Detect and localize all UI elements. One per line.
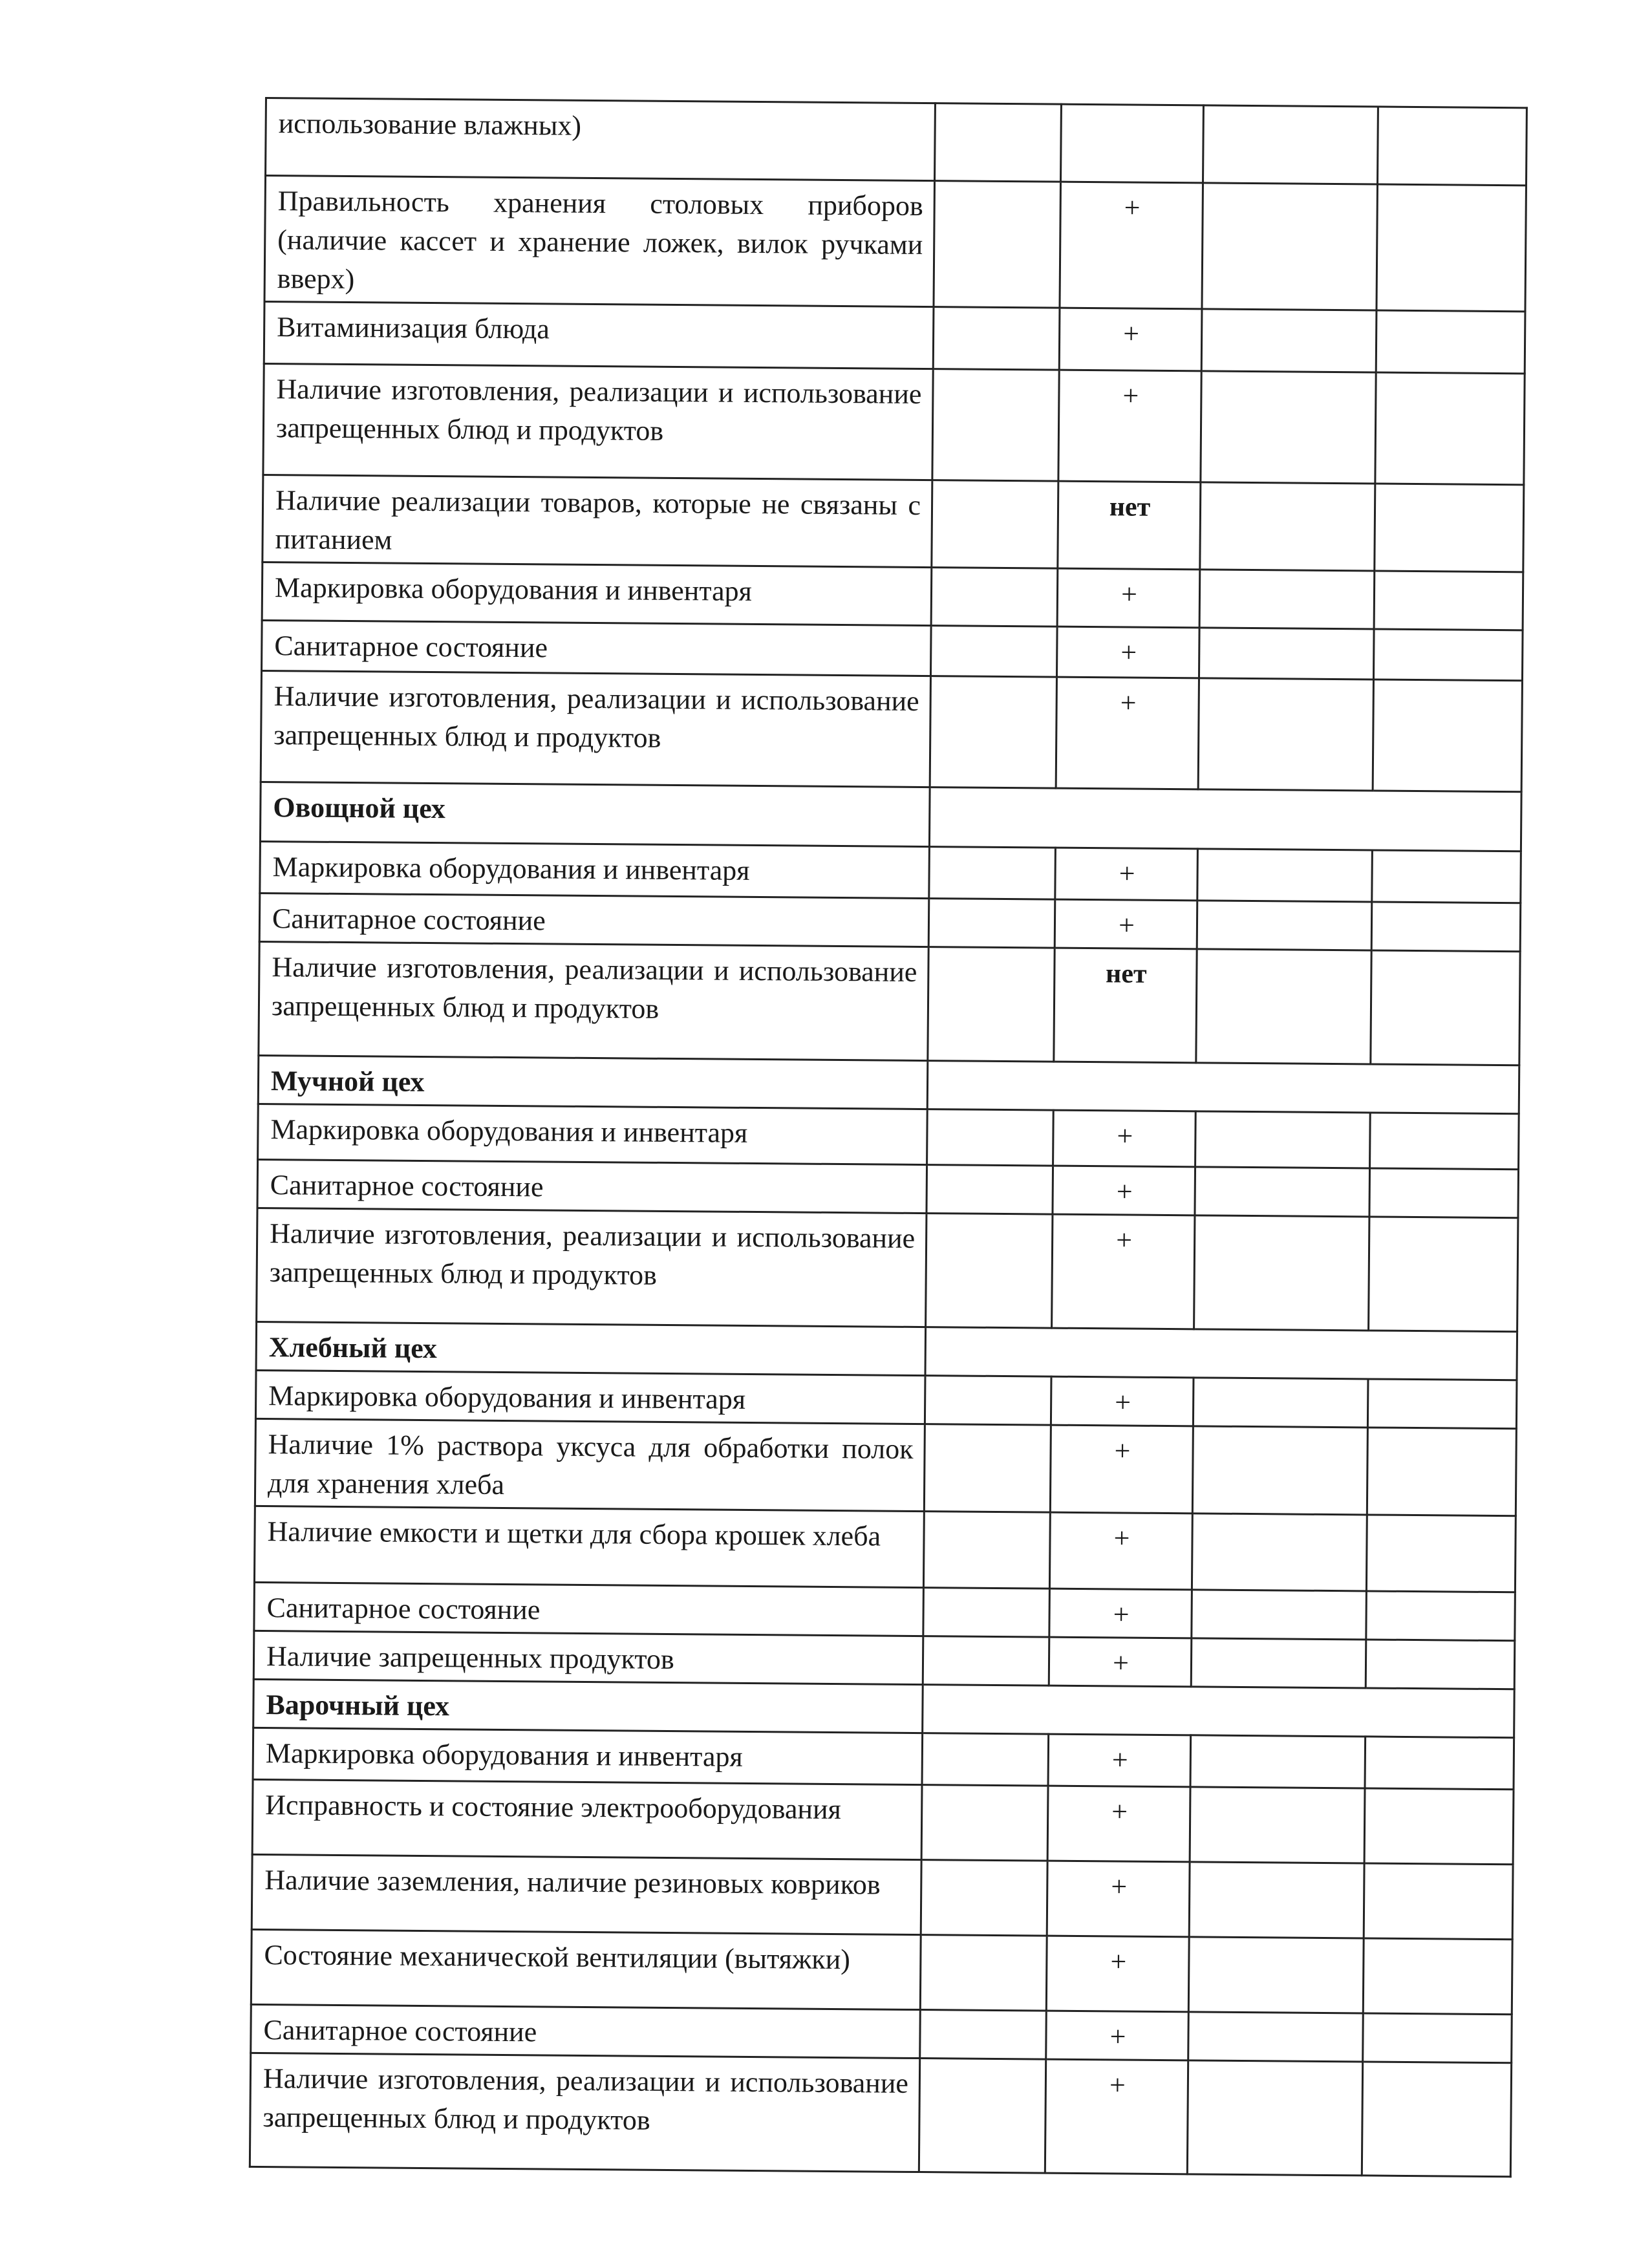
compliance-mark: + xyxy=(1047,1861,1190,1937)
empty-cell xyxy=(935,103,1062,182)
criterion-label: Маркировка оборудования и инвентаря xyxy=(255,1370,925,1424)
compliance-mark: + xyxy=(1056,626,1199,678)
empty-cell xyxy=(923,1588,1050,1638)
criterion-label: Наличие заземления, наличие резиновых ковриков xyxy=(252,1854,921,1934)
empty-cell xyxy=(928,947,1055,1062)
compliance-mark: + xyxy=(1045,2059,1188,2174)
inspection-table-body xyxy=(250,98,1527,2177)
empty-cell xyxy=(921,1860,1047,1936)
empty-cell xyxy=(1375,484,1524,572)
compliance-mark: + xyxy=(1049,1637,1192,1687)
empty-cell xyxy=(1196,949,1371,1064)
table-row xyxy=(260,841,1521,903)
section-blank-cell xyxy=(929,787,1521,851)
criterion-label: Наличие запрещенных продуктов xyxy=(253,1631,923,1684)
criterion-label: Наличие 1% раствора уксуса для обработки полок для хранения хлеба xyxy=(255,1418,925,1511)
criterion-label: Наличие изготовления, реализации и использование запрещенных блюд и продуктов xyxy=(250,2053,919,2172)
empty-cell xyxy=(1195,1167,1370,1217)
empty-cell xyxy=(1373,679,1522,792)
empty-cell xyxy=(930,626,1057,678)
empty-cell xyxy=(1377,107,1527,186)
compliance-mark: + xyxy=(1052,1214,1195,1329)
empty-cell xyxy=(1202,183,1378,310)
empty-cell xyxy=(1190,1787,1365,1863)
compliance-mark: нет xyxy=(1058,481,1201,570)
empty-cell xyxy=(1371,950,1520,1065)
compliance-mark: + xyxy=(1059,308,1202,371)
empty-cell xyxy=(1363,2013,1512,2063)
compliance-mark: + xyxy=(1051,1376,1194,1426)
empty-cell xyxy=(1371,902,1521,952)
criterion-label: Санитарное состояние xyxy=(259,893,929,947)
compliance-mark: + xyxy=(1046,2011,1189,2060)
criterion-label: Санитарное состояние xyxy=(251,2004,921,2058)
criterion-label: Наличие емкости и щетки для сбора крошек хлеба xyxy=(254,1506,924,1587)
empty-cell xyxy=(920,1935,1047,2011)
empty-cell xyxy=(1370,1113,1519,1170)
empty-cell xyxy=(1366,1640,1515,1689)
inspection-table xyxy=(249,97,1528,2177)
table-row xyxy=(264,176,1526,312)
empty-cell xyxy=(1369,1168,1519,1218)
empty-cell xyxy=(1374,571,1523,630)
table-row xyxy=(257,1208,1518,1331)
table-row xyxy=(259,941,1520,1065)
table-row xyxy=(250,2053,1511,2176)
section-header-row xyxy=(260,782,1521,851)
criterion-label: Наличие изготовления, реализации и использование запрещенных блюд и продуктов xyxy=(259,941,928,1060)
empty-cell xyxy=(1366,1591,1516,1641)
compliance-mark: + xyxy=(1056,677,1199,789)
empty-cell xyxy=(934,181,1061,308)
section-title: Мучной цех xyxy=(258,1055,928,1109)
empty-cell xyxy=(1188,2012,1364,2062)
table-row xyxy=(254,1506,1516,1592)
section-title: Овощной цех xyxy=(260,782,930,846)
empty-cell xyxy=(1366,1515,1516,1592)
empty-cell xyxy=(1194,1215,1369,1331)
empty-cell xyxy=(1362,2062,1511,2177)
table-row xyxy=(253,1728,1514,1789)
table-row xyxy=(262,562,1523,630)
criterion-label: Маркировка оборудования и инвентаря xyxy=(253,1728,923,1784)
empty-cell xyxy=(1203,105,1378,184)
empty-cell xyxy=(1364,1863,1513,1940)
empty-cell xyxy=(1367,1428,1516,1516)
empty-cell xyxy=(1188,1937,1364,2013)
table-row xyxy=(264,302,1525,374)
empty-cell xyxy=(1195,1111,1371,1168)
empty-cell xyxy=(930,676,1056,789)
compliance-mark: + xyxy=(1055,848,1198,901)
empty-cell xyxy=(929,847,1056,900)
empty-cell xyxy=(1365,1737,1514,1790)
criterion-label: Наличие изготовления, реализации и использование запрещенных блюд и продуктов xyxy=(261,670,930,787)
empty-cell xyxy=(1372,850,1521,903)
empty-cell xyxy=(1363,1938,1512,2015)
compliance-mark: + xyxy=(1047,1786,1190,1862)
table-row xyxy=(258,1104,1519,1169)
empty-cell xyxy=(1190,1735,1366,1788)
compliance-mark: нет xyxy=(1054,948,1197,1063)
empty-cell xyxy=(1376,310,1525,374)
criterion-label: Санитарное состояние xyxy=(257,1159,927,1213)
empty-cell xyxy=(926,1214,1053,1329)
empty-cell xyxy=(1189,1862,1364,1938)
empty-cell xyxy=(920,2010,1047,2060)
empty-cell xyxy=(922,1733,1049,1786)
empty-cell xyxy=(932,480,1058,569)
criterion-label: Маркировка оборудования и инвентаря xyxy=(260,841,930,898)
empty-cell xyxy=(1364,1788,1514,1865)
criterion-label: Состояние механической вентиляции (вытяжки) xyxy=(251,1929,921,2009)
section-title: Хлебный цех xyxy=(256,1321,926,1375)
empty-cell xyxy=(1369,1217,1518,1332)
empty-cell xyxy=(1200,482,1375,571)
empty-cell xyxy=(928,899,1055,948)
empty-cell xyxy=(932,369,1059,482)
compliance-mark: + xyxy=(1053,1110,1196,1167)
empty-cell xyxy=(1198,678,1373,791)
criterion-label: Наличие изготовления, реализации и использование запрещенных блюд и продуктов xyxy=(257,1208,927,1327)
empty-cell xyxy=(1197,849,1373,902)
criterion-label: Наличие реализации товаров, которые не связаны с питанием xyxy=(262,475,932,567)
empty-cell xyxy=(1199,570,1375,629)
table-row xyxy=(251,1929,1512,2014)
criterion-label: Наличие изготовления, реализации и использование запрещенных блюд и продуктов xyxy=(263,363,933,480)
compliance-mark xyxy=(1061,104,1204,183)
empty-cell xyxy=(927,1165,1053,1215)
compliance-mark: + xyxy=(1048,1734,1191,1787)
compliance-mark: + xyxy=(1050,1425,1193,1514)
empty-cell xyxy=(1373,629,1523,681)
compliance-mark: + xyxy=(1049,1589,1192,1638)
compliance-mark: + xyxy=(1046,1936,1189,2012)
criterion-label: Маркировка оборудования и инвентаря xyxy=(262,562,932,625)
table-row xyxy=(263,363,1525,484)
table-row xyxy=(266,98,1527,186)
empty-cell xyxy=(1375,372,1525,485)
empty-cell xyxy=(921,1785,1048,1861)
compliance-mark: + xyxy=(1060,182,1203,309)
criterion-label: Санитарное состояние xyxy=(262,620,932,676)
criterion-label: Санитарное состояние xyxy=(254,1582,924,1636)
empty-cell xyxy=(1192,1590,1367,1640)
table-row xyxy=(262,475,1524,572)
compliance-mark: + xyxy=(1057,568,1200,628)
compliance-mark: + xyxy=(1049,1512,1192,1590)
empty-cell xyxy=(923,1512,1050,1589)
empty-cell xyxy=(1187,2060,1362,2176)
empty-cell xyxy=(1201,309,1377,372)
empty-cell xyxy=(925,1376,1051,1426)
table-row xyxy=(255,1418,1516,1515)
section-blank-cell xyxy=(925,1327,1517,1380)
empty-cell xyxy=(1201,371,1376,484)
section-title: Варочный цех xyxy=(253,1679,923,1733)
table-row xyxy=(252,1854,1513,1939)
compliance-mark: + xyxy=(1058,370,1201,482)
table-row xyxy=(261,670,1522,791)
section-blank-cell xyxy=(927,1061,1519,1114)
empty-cell xyxy=(924,1424,1051,1513)
empty-cell xyxy=(933,307,1060,370)
empty-cell xyxy=(927,1109,1054,1166)
compliance-mark: + xyxy=(1055,899,1197,949)
empty-cell xyxy=(1192,1426,1367,1515)
empty-cell xyxy=(1193,1378,1368,1428)
empty-cell xyxy=(923,1636,1049,1686)
criterion-label: Исправность и состояние электрооборудования xyxy=(252,1779,922,1859)
empty-cell xyxy=(1192,1514,1367,1591)
compliance-mark: + xyxy=(1053,1166,1195,1215)
empty-cell xyxy=(1197,901,1372,950)
criterion-label: Витаминизация блюда xyxy=(264,302,934,369)
criterion-label: Правильность хранения столовых приборов (наличие кассет и хранение ложек, вилок ручками вверх) xyxy=(264,176,934,307)
table-row xyxy=(252,1779,1514,1864)
criterion-label: Маркировка оборудования и инвентаря xyxy=(258,1104,928,1164)
empty-cell xyxy=(919,2059,1045,2174)
section-blank-cell xyxy=(923,1685,1515,1738)
criterion-label: использование влажных) xyxy=(266,98,936,181)
empty-cell xyxy=(1377,184,1527,312)
empty-cell xyxy=(1199,628,1374,679)
empty-cell xyxy=(1191,1638,1366,1688)
empty-cell xyxy=(1367,1379,1517,1429)
empty-cell xyxy=(931,568,1058,627)
